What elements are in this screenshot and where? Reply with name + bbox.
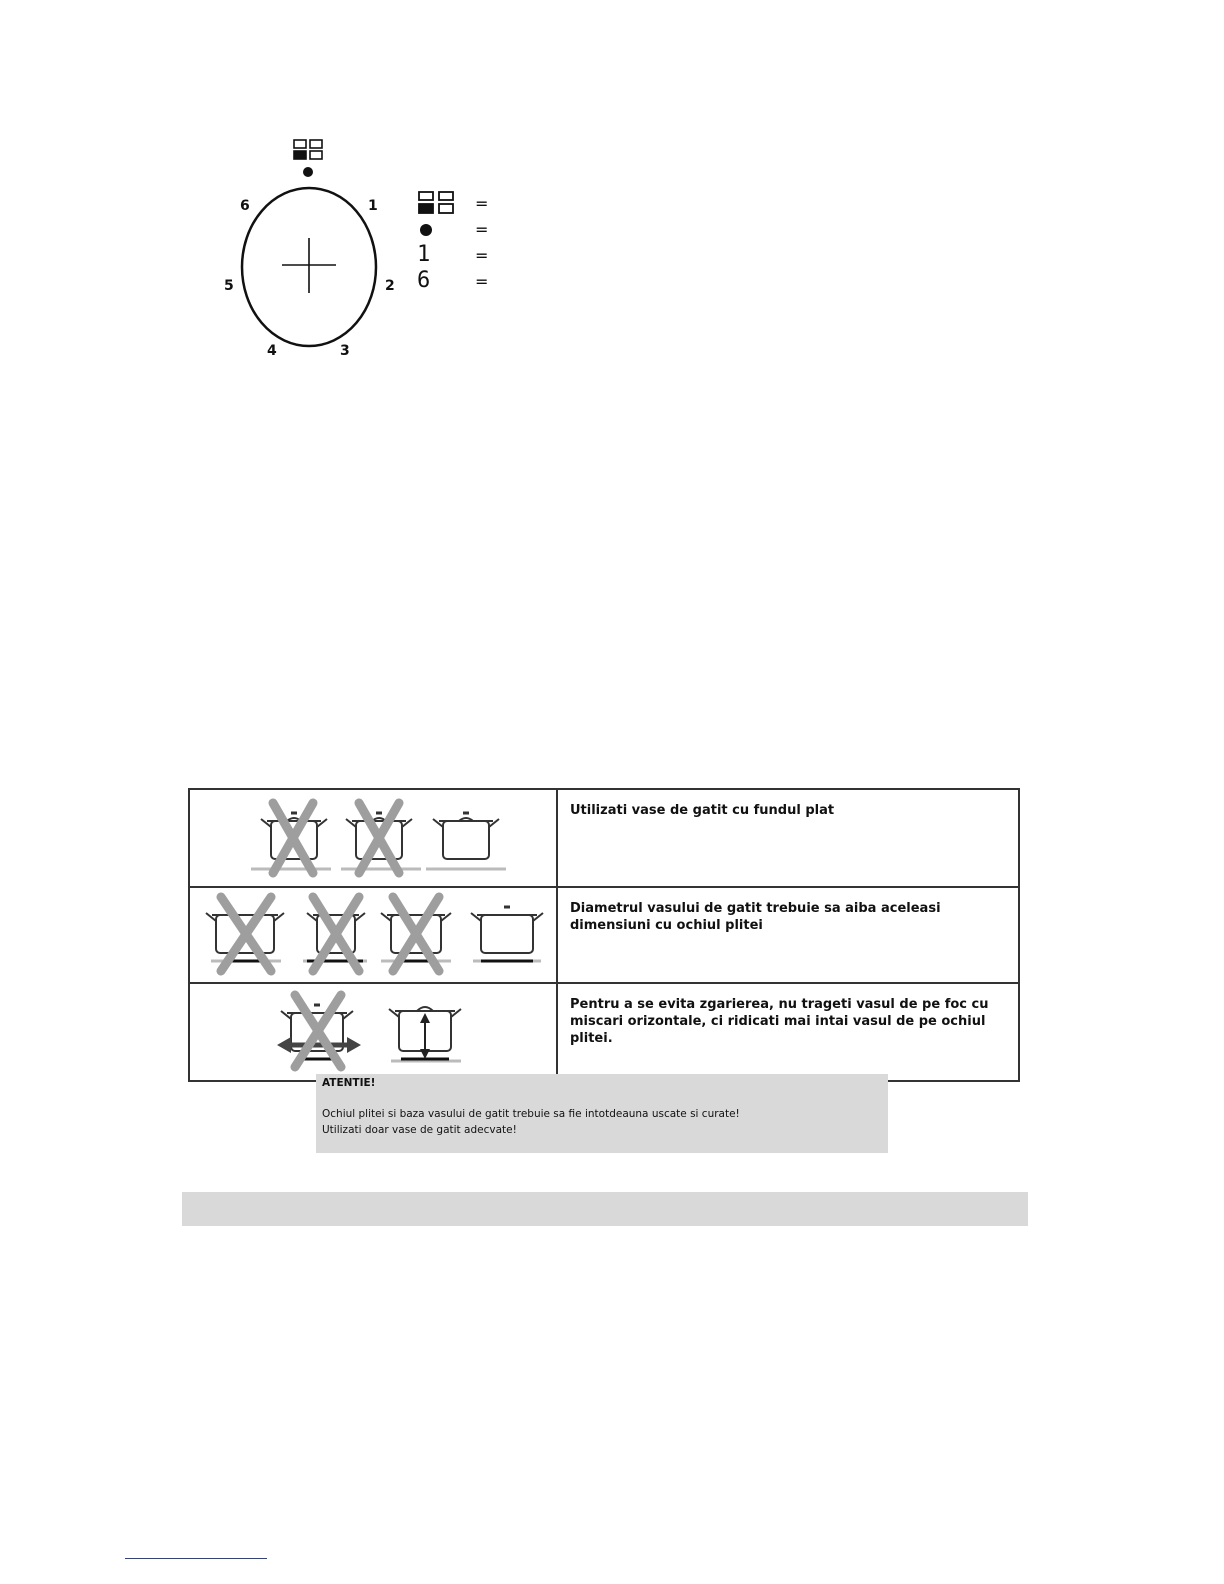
legend-row <box>415 216 515 242</box>
warning-box <box>316 1074 888 1153</box>
equals-sign: = <box>475 272 489 291</box>
pot-illustrations-flat-bottom <box>189 789 557 887</box>
legend-row <box>415 268 515 294</box>
equals-sign: = <box>475 194 489 213</box>
section-divider-bar <box>182 1192 1028 1226</box>
legend-row <box>415 190 515 216</box>
dial-number-2: 2 <box>385 278 395 294</box>
off-dot-icon <box>415 216 435 242</box>
footer-rule <box>125 1558 267 1559</box>
zone-grid-icon <box>294 140 322 159</box>
dial-number-5: 5 <box>224 278 234 294</box>
pot-illustrations-diameter <box>189 887 557 983</box>
table-cell-text: Pentru a se evita zgarierea, nu trageti vasul de pe foc cu miscari orizontale, ci ridicati mai intai vasul de pe ochiul plitei. <box>557 983 1019 1081</box>
warning-title: ATENTIE! <box>322 1077 376 1089</box>
dial-legend <box>415 190 515 294</box>
vertical-arrow-icon <box>420 1013 430 1059</box>
dial-number-1: 1 <box>368 198 378 214</box>
dial-number-4: 4 <box>267 343 277 359</box>
legend-digit: 1 <box>417 242 431 267</box>
legend-digit: 6 <box>417 268 431 293</box>
off-dot-icon <box>303 167 313 177</box>
legend-row <box>415 242 515 268</box>
equals-sign: = <box>475 220 489 239</box>
warning-line: Ochiul plitei si baza vasului de gatit trebuie sa fie intotdeauna uscate si curate! <box>322 1108 740 1120</box>
pot-illustrations-lift <box>189 983 557 1081</box>
equals-sign: = <box>475 246 489 265</box>
dial-number-6: 6 <box>240 198 250 214</box>
table-row <box>189 789 1019 887</box>
pot-icon <box>426 813 506 869</box>
table-row <box>189 983 1019 1081</box>
dial-number-3: 3 <box>340 343 350 359</box>
pot-icon <box>471 907 543 961</box>
table-cell-text: Utilizati vase de gatit cu fundul plat <box>557 789 1019 887</box>
table-row <box>189 887 1019 983</box>
table-cell-text: Diametrul vasului de gatit trebuie sa aiba aceleasi dimensiuni cu ochiul plitei <box>557 887 1019 983</box>
zone-grid-icon <box>415 190 459 216</box>
warning-line: Utilizati doar vase de gatit adecvate! <box>322 1124 517 1136</box>
cookware-table <box>188 788 1020 1082</box>
